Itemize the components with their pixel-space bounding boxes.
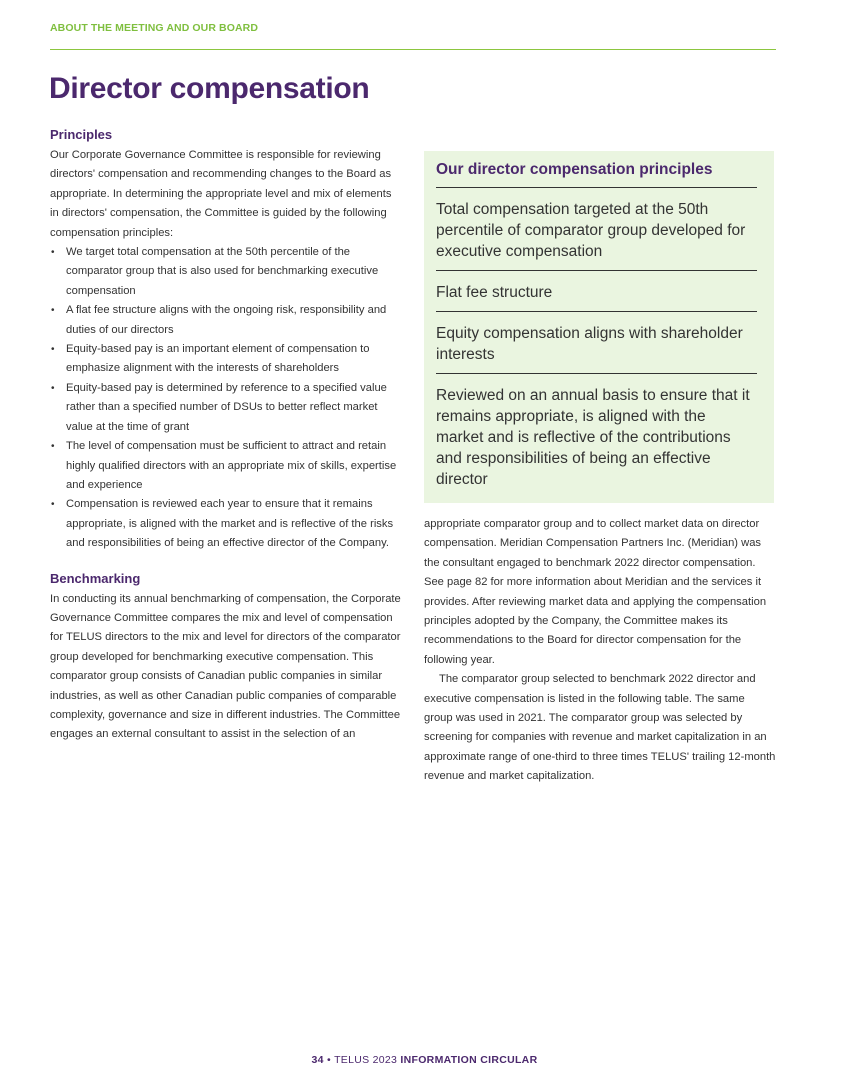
comparator-group-paragraph: The comparator group selected to benchmark 2022 director and executive compensation is listed in the following table. The same group was used in 2021. The comparator group was selected by screening for companies with revenue and market capitalization in an approximate range of one-third to three times TELUS' trailing 12-month revenue and market capitalization. [424,673,776,783]
list-item: • A flat fee structure aligns with the ongoing risk, responsibility and duties of our directors [50,301,402,340]
footer-company: TELUS 2023 [334,1054,398,1066]
list-item: • The level of compensation must be sufficient to attract and retain highly qualified directors with an appropriate mix of skills, expertise and experience [50,437,402,495]
principles-intro: Our Corporate Governance Committee is responsible for reviewing directors' compensation and recommending changes to the Board as appropriate. In determining the appropriate level and mix of elements in directors' compensation, the Committee is guided by the following compensation principles: [50,149,392,239]
principles-heading: Principles [50,127,113,142]
section-label: ABOUT THE MEETING AND OUR BOARD [50,22,259,34]
page-footer [0,1054,849,1066]
list-item: • Compensation is reviewed each year to ensure that it remains appropriate, is aligned with the market and is reflective of the risks and responsibilities of being an effective director of the Company. [50,495,402,553]
callout-item: Total compensation targeted at the 50th percentile of comparator group developed for executive compensation [436,188,757,271]
list-item: • Equity-based pay is an important element of compensation to emphasize alignment with the interests of shareholders [50,340,402,379]
callout-item: Reviewed on an annual basis to ensure that it remains appropriate, is aligned with the market and is reflective of the contributions and responsibilities of being an effective director [436,387,750,488]
callout-item: Flat fee structure [436,271,757,312]
benchmarking-paragraph: In conducting its annual benchmarking of compensation, the Corporate Governance Committee compares the mix and level of compensation for TELUS directors to the mix and level for directors of the comparator group developed for benchmarking executive compensation. This comparator group consists of Canadian public companies in similar industries, as well as other Canadian public companies of comparable complexity, governance and size in different industries. The Committee engages an external consultant to assist in the selection of an [50,592,401,741]
benchmarking-heading: Benchmarking [50,570,141,586]
list-item: • We target total compensation at the 50th percentile of the comparator group that is also used for benchmarking executive compensation [50,243,402,301]
footer-separator: • [327,1054,332,1066]
callout-title: Our director compensation principles [436,161,757,188]
left-column [50,126,402,745]
list-item: • Equity-based pay is determined by reference to a specified value rather than a specified number of DSUs to better reflect market value at the time of grant [50,379,402,437]
page-title: Director compensation [49,72,370,105]
principles-callout-box [424,151,774,503]
principles-list [50,243,402,554]
callout-item: Equity compensation aligns with shareholder interests [436,312,757,374]
right-column [424,515,776,787]
benchmarking-paragraph-continued: appropriate comparator group and to collect market data on director compensation. Meridian Compensation Partners Inc. (Meridian) was the consultant engaged to benchmark 2022 director compensation. See page 82 for more information about Meridian and the services it provides. After reviewing market data and applying the compensation principles adopted by the Company, the Committee makes its recommendations to the Board for director compensation for the following year. [424,518,767,666]
header-divider [50,49,776,50]
page-number: 34 [311,1054,324,1066]
footer-doc-title: INFORMATION CIRCULAR [400,1054,538,1066]
